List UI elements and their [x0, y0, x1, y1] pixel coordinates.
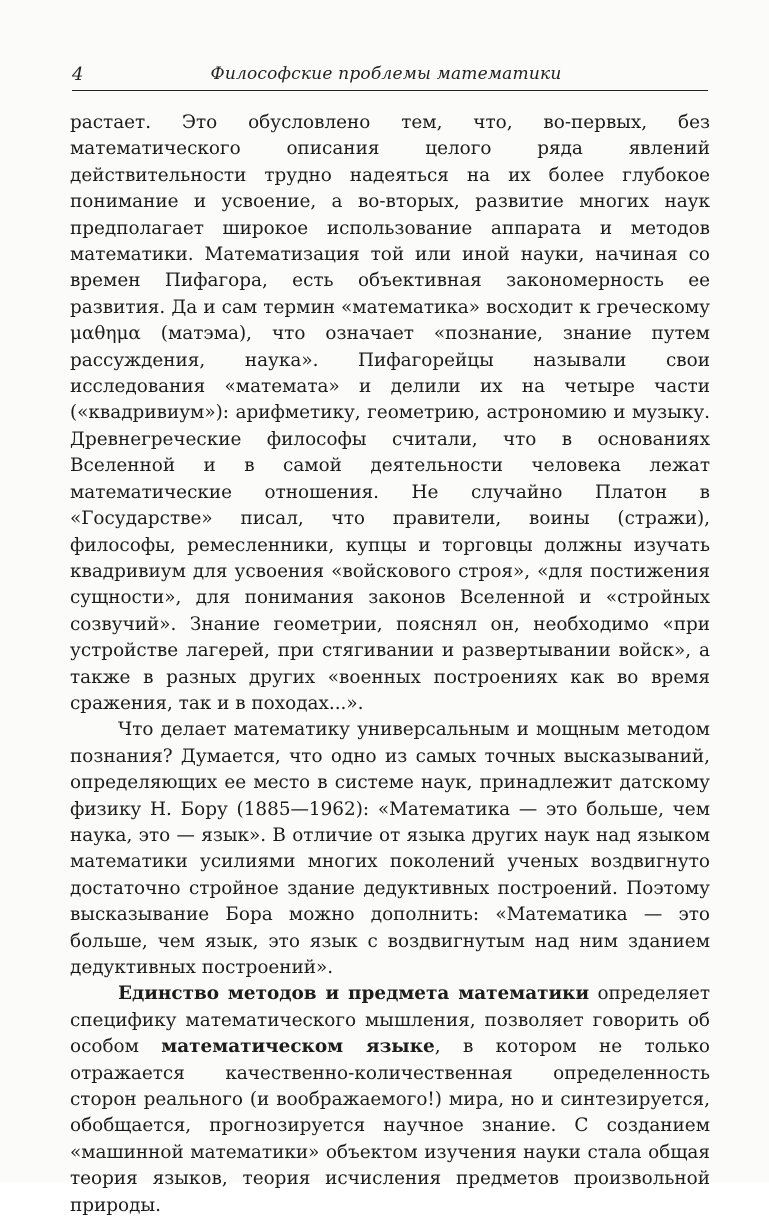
paragraph-3-text-1: определяет специфику математического мышления, позволяет говорить об особом: [70, 983, 710, 1058]
paragraph-3: [70, 981, 710, 1219]
bold-phrase-unity-of-methods: Единство методов и предмета математики: [118, 983, 590, 1005]
page-number: 4: [72, 64, 84, 85]
bold-phrase-mathematical-language: математическом языке: [161, 1036, 435, 1058]
body-text: [70, 110, 710, 1219]
running-title: Философские проблемы математики: [210, 64, 562, 84]
paragraph-3-text-2: , в котором не только отражается качественно-количественная определенность сторон реального (и воображаемого!) мира, но и синтезируется, обобщается, прогнозируется научное знание. С созданием «машинной математики» объектом изучения науки стала общая теория языков, теория исчисления предметов произвольной природы.: [70, 1036, 710, 1216]
running-head: [72, 64, 708, 91]
paragraph-2: Что делает математику универсальным и мощным методом познания? Думается, что одно из самых точных высказываний, определяющих ее место в системе наук, принадлежит датскому физику Н. Бору (1885—1962): «Математика — это больше, чем наука, это — язык». В отличие от языка других наук над языком математики усилиями многих поколений ученых воздвигнуто достаточно стройное здание дедуктивных построений. Поэтому высказывание Бора можно дополнить: «Математика — это больше, чем язык, это язык с воздвигнутым над ним зданием дедуктивных построений».: [70, 719, 710, 978]
paragraph-1: растает. Это обусловлено тем, что, во-первых, без математического описания целого ряда явлений действительности трудно надеяться на их более глубокое понимание и усвоение, а во-вторых, развитие многих наук предполагает широкое использование аппарата и методов математики. Математизация той или иной науки, начиная со времен Пифагора, есть объективная закономерность ее развития. Да и сам термин «математика» восходит к греческому μαθημα (матэма), что означает «познание, знание путем рассуждения, наука». Пифагорейцы называли свои исследования «математа» и делили их на четыре части («квадривиум»): арифметику, геометрию, астрономию и музыку. Древнегреческие философы считали, что в основаниях Вселенной и в самой деятельности человека лежат математические отношения. Не случайно Платон в «Государстве» писал, что правители, воины (стражи), философы, ремесленники, купцы и торговцы должны изучать квадривиум для усвоения «войскового строя», «для постижения сущности», для понимания законов Вселенной и «стройных созвучий». Знание геометрии, пояснял он, необходимо «при устройстве лагерей, при стягивании и развертывании войск», а также в разных других «военных построениях как во время сражения, так и в походах...».: [70, 112, 710, 714]
